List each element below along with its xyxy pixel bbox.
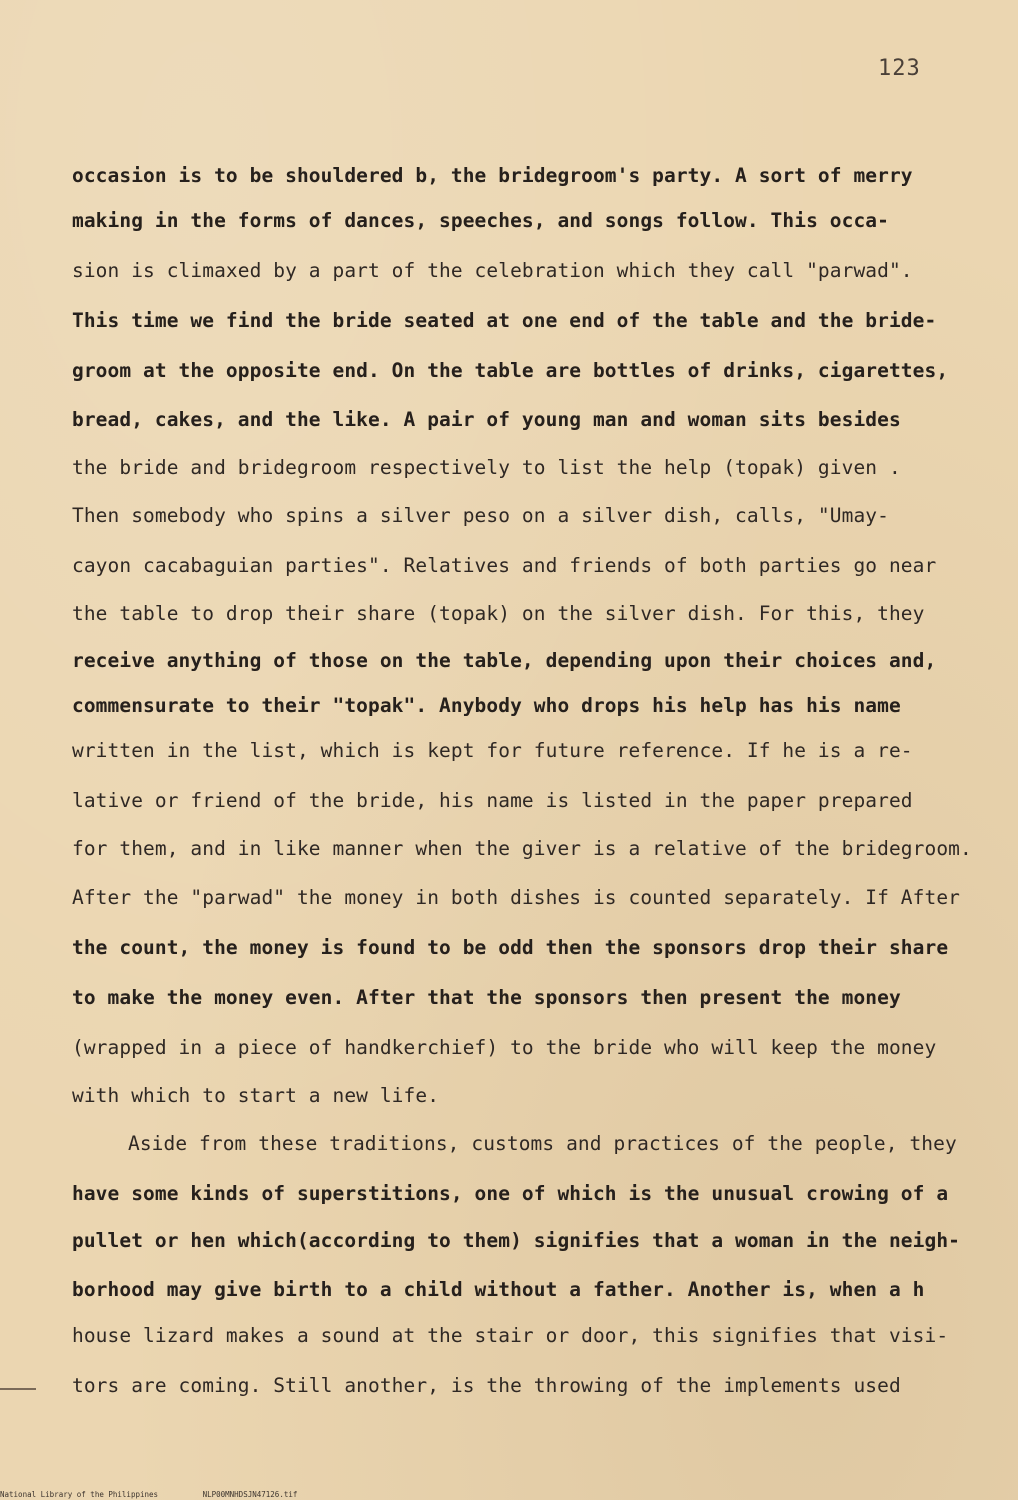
text-line: house lizard makes a sound at the stair or door, this signifies that visi- bbox=[72, 1324, 949, 1347]
text-line: for them, and in like manner when the giver is a relative of the bridegroom. bbox=[72, 837, 972, 860]
text-line: the table to drop their share (topak) on the silver dish. For this, they bbox=[72, 602, 925, 625]
text-line: the bride and bridegroom respectively to list the help (topak) given . bbox=[72, 456, 901, 479]
margin-mark bbox=[0, 1388, 36, 1390]
text-line: receive anything of those on the table, depending upon their choices and, bbox=[72, 649, 937, 672]
page-number: 123 bbox=[878, 56, 921, 81]
text-line: have some kinds of superstitions, one of which is the unusual crowing of a bbox=[72, 1182, 949, 1205]
text-line: tors are coming. Still another, is the throwing of the implements used bbox=[72, 1374, 901, 1397]
scan-footer bbox=[0, 1490, 1018, 1500]
text-line: commensurate to their "topak". Anybody who drops his help has his name bbox=[72, 694, 901, 717]
text-line: groom at the opposite end. On the table are bottles of drinks, cigarettes, bbox=[72, 359, 949, 382]
text-line: sion is climaxed by a part of the celebration which they call "parwad". bbox=[72, 259, 913, 282]
footer-file-id: NLP00MNHDSJN47126.tif bbox=[202, 1490, 298, 1499]
text-line: borhood may give birth to a child without a father. Another is, when a h bbox=[72, 1278, 925, 1301]
text-line: After the "parwad" the money in both dishes is counted separately. If After bbox=[72, 886, 960, 909]
text-line: to make the money even. After that the sponsors then present the money bbox=[72, 986, 901, 1009]
text-line: Aside from these traditions, customs and practices of the people, they bbox=[128, 1132, 957, 1155]
text-line: (wrapped in a piece of handkerchief) to the bride who will keep the money bbox=[72, 1036, 937, 1059]
text-line: cayon cacabaguian parties". Relatives and friends of both parties go near bbox=[72, 554, 937, 577]
text-line: Then somebody who spins a silver peso on a silver dish, calls, "Umay- bbox=[72, 504, 889, 527]
text-line: occasion is to be shouldered b, the bridegroom's party. A sort of merry bbox=[72, 164, 913, 187]
text-line: bread, cakes, and the like. A pair of young man and woman sits besides bbox=[72, 408, 901, 431]
text-line: written in the list, which is kept for future reference. If he is a re- bbox=[72, 739, 913, 762]
text-line: making in the forms of dances, speeches, and songs follow. This occa- bbox=[72, 209, 889, 232]
footer-library: National Library of the Philippines bbox=[0, 1490, 159, 1499]
text-line: pullet or hen which(according to them) signifies that a woman in the neigh- bbox=[72, 1229, 960, 1252]
text-line: with which to start a new life. bbox=[72, 1084, 440, 1107]
text-line: the count, the money is found to be odd then the sponsors drop their share bbox=[72, 936, 949, 959]
text-line: This time we find the bride seated at one end of the table and the bride- bbox=[72, 309, 937, 332]
text-line: lative or friend of the bride, his name is listed in the paper prepared bbox=[72, 789, 913, 812]
